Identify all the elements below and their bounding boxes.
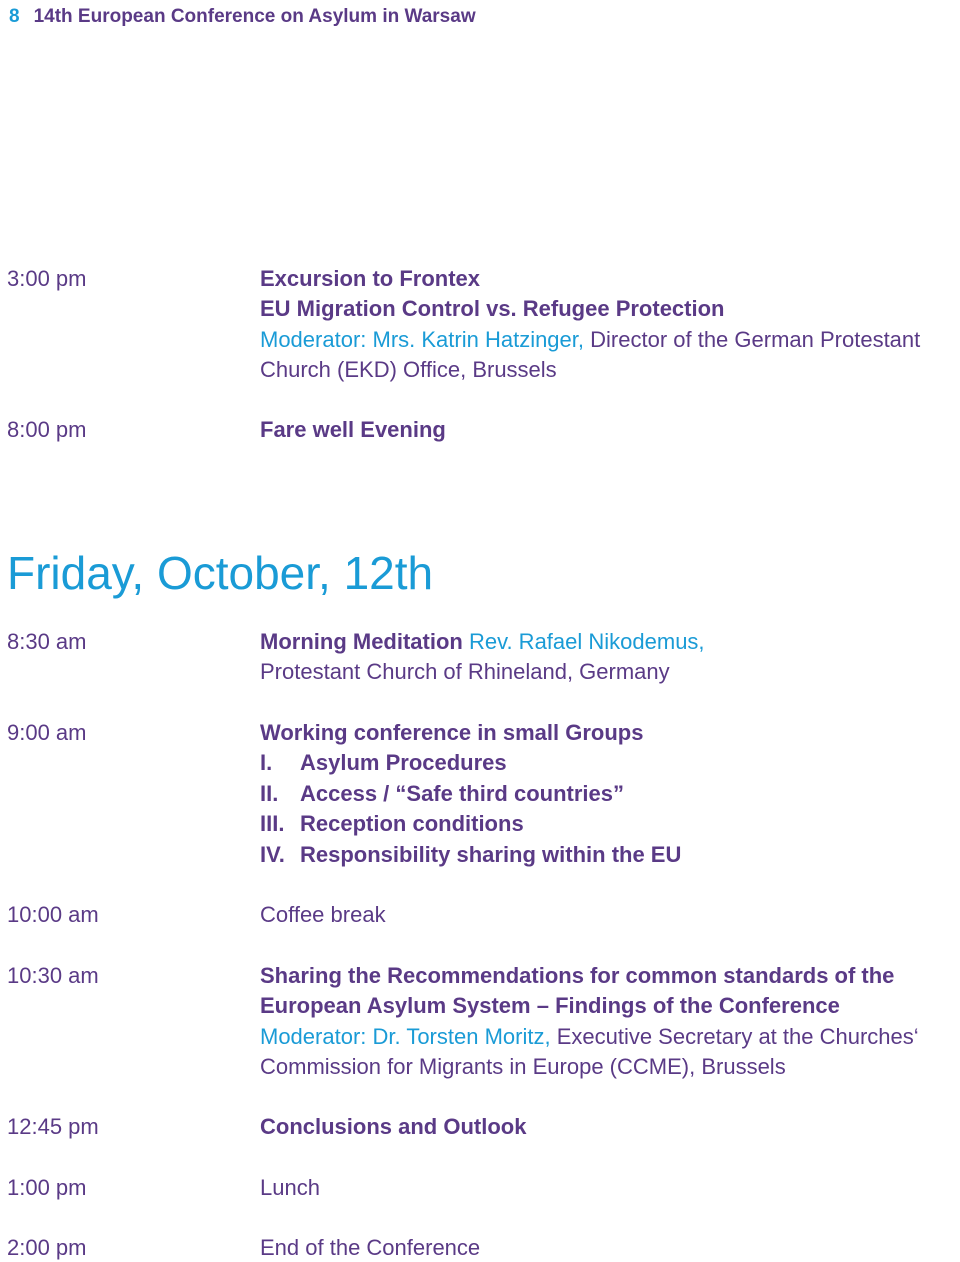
session-title: Coffee break [260, 902, 386, 927]
moderator-detail-cont: Church (EKD) Office, Brussels [260, 357, 557, 383]
schedule-time: 8:00 pm [7, 417, 87, 442]
schedule-content [260, 718, 960, 870]
schedule-time: 1:00 pm [7, 1175, 87, 1200]
schedule-content [260, 415, 960, 445]
page-number: 8 [9, 6, 20, 27]
schedule-time: 8:30 am [7, 629, 87, 654]
schedule-content [260, 900, 960, 930]
schedule-time: 3:00 pm [7, 266, 87, 291]
schedule-time: 2:00 pm [7, 1235, 87, 1260]
conference-title: 14th European Conference on Asylum in Warsaw [33, 6, 476, 27]
schedule-content [260, 1233, 960, 1262]
session-title: Fare well Evening [260, 417, 446, 442]
session-title: Excursion to Frontex [260, 266, 481, 291]
session-subtitle: EU Migration Control vs. Refugee Protection [260, 296, 725, 322]
schedule-content [260, 264, 960, 386]
speaker-detail: Protestant Church of Rhineland, Germany [260, 659, 670, 685]
moderator-name: Moderator: Dr. Torsten Moritz, [260, 1023, 551, 1049]
page-header [9, 6, 476, 28]
list-item: I. Asylum Procedures [260, 750, 507, 776]
list-item: III. Reception conditions [260, 811, 524, 837]
session-title: Conclusions and Outlook [260, 1114, 527, 1139]
session-subtitle: European Asylum System – Findings of the Conference [260, 993, 840, 1019]
list-item: IV. Responsibility sharing within the EU [260, 841, 682, 867]
session-title: Working conference in small Groups [260, 720, 644, 745]
schedule-time: 9:00 am [7, 720, 87, 745]
moderator-name: Moderator: Mrs. Katrin Hatzinger, [260, 326, 585, 352]
session-title: Morning Meditation [260, 629, 463, 654]
schedule-content [260, 1112, 960, 1142]
day-heading: Friday, October, 12th [7, 547, 434, 599]
schedule-time: 10:00 am [7, 902, 99, 927]
schedule-time: 10:30 am [7, 963, 99, 988]
group-list [260, 748, 960, 870]
moderator-detail: Executive Secretary at the Churches‘ [550, 1023, 919, 1049]
session-title: End of the Conference [260, 1235, 481, 1260]
session-title: Lunch [260, 1175, 320, 1200]
list-item: II. Access / “Safe third countries” [260, 780, 624, 806]
moderator-detail-cont: Commission for Migrants in Europe (CCME), Brussels [260, 1054, 786, 1080]
session-title: Sharing the Recommendations for common standards of the [260, 963, 895, 988]
schedule-content [260, 627, 960, 688]
schedule-content [260, 961, 960, 1083]
speaker-name: Rev. Rafael Nikodemus, [462, 629, 705, 654]
schedule-time: 12:45 pm [7, 1114, 99, 1139]
schedule-content [260, 1173, 960, 1203]
moderator-detail: Director of the German Protestant [584, 326, 921, 352]
